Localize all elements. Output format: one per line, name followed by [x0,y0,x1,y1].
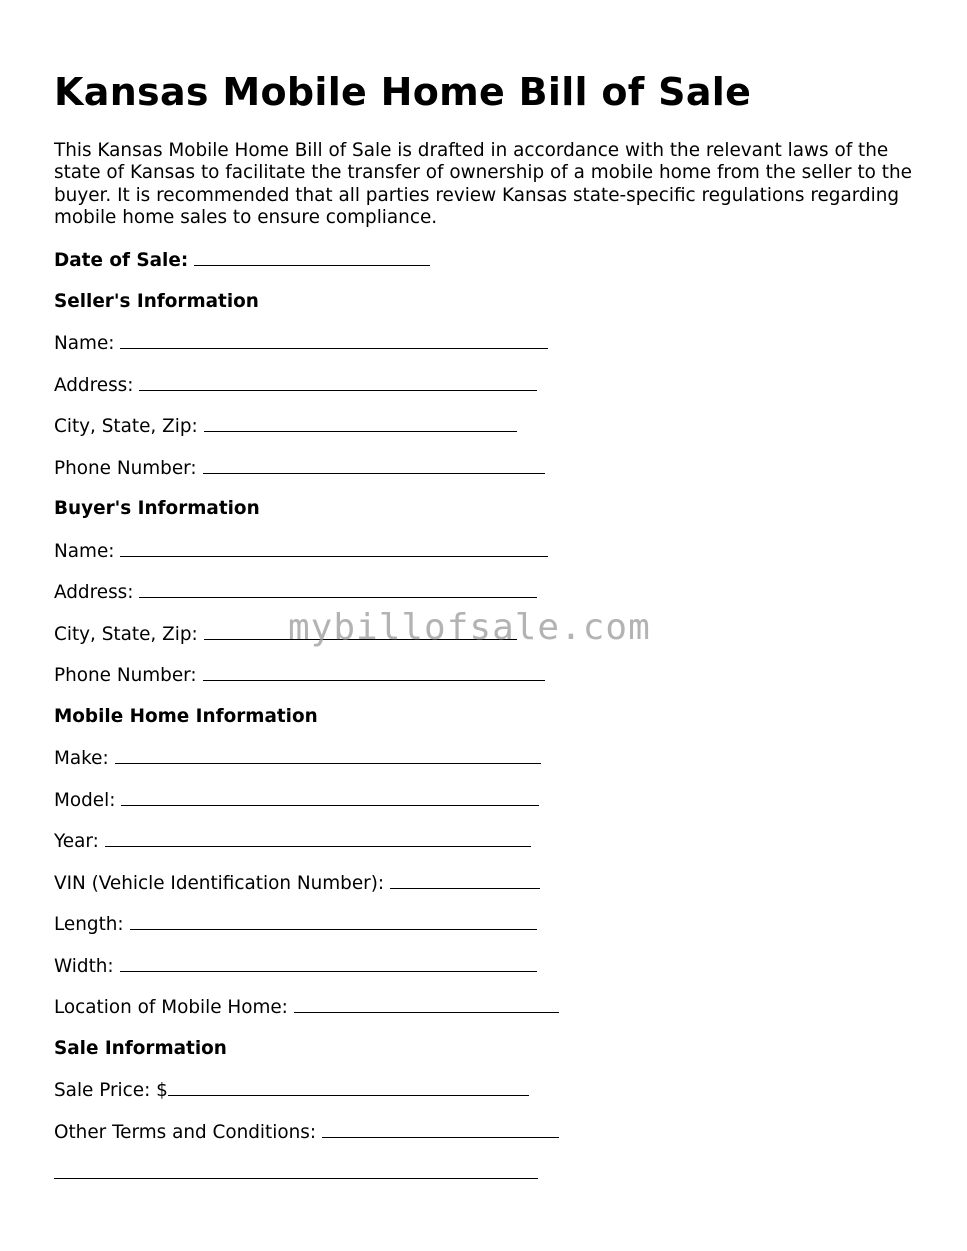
model-row [54,788,539,813]
terms-field[interactable] [322,1120,559,1138]
seller-phone-label: Phone Number: [54,458,197,479]
model-label: Model: [54,790,116,811]
mobile-home-heading: Mobile Home Information [54,706,318,727]
location-row [54,995,559,1020]
length-label: Length: [54,914,124,935]
buyer-address-label: Address: [54,582,134,603]
watermark: mybillofsale.com [288,607,651,648]
model-field[interactable] [121,788,539,806]
seller-city-field[interactable] [204,414,517,432]
year-field[interactable] [105,829,531,847]
length-field[interactable] [130,912,537,930]
make-field[interactable] [115,746,541,764]
width-row [54,954,537,979]
width-field[interactable] [120,954,537,972]
make-label: Make: [54,748,109,769]
buyer-name-row [54,539,548,564]
make-row [54,746,541,771]
buyer-phone-field[interactable] [203,663,545,681]
buyer-phone-label: Phone Number: [54,665,197,686]
seller-heading: Seller's Information [54,291,259,312]
buyer-heading: Buyer's Information [54,498,260,519]
seller-phone-row [54,456,545,481]
date-of-sale-field[interactable] [194,248,430,266]
vin-row [54,871,540,896]
buyer-phone-row [54,663,545,688]
seller-name-field[interactable] [120,331,548,349]
seller-name-label: Name: [54,333,115,354]
seller-address-field[interactable] [139,373,537,391]
seller-address-label: Address: [54,375,134,396]
sale-price-field[interactable] [168,1078,529,1096]
seller-phone-field[interactable] [203,456,545,474]
date-of-sale-label: Date of Sale: [54,250,189,271]
sale-heading: Sale Information [54,1038,227,1059]
buyer-address-row [54,580,537,605]
document-title: Kansas Mobile Home Bill of Sale [54,70,752,114]
date-of-sale-row [54,248,430,273]
vin-label: VIN (Vehicle Identification Number): [54,873,385,894]
width-label: Width: [54,956,114,977]
length-row [54,912,537,937]
year-row [54,829,531,854]
sale-price-label: Sale Price: $ [54,1080,168,1101]
buyer-city-label: City, State, Zip: [54,624,198,645]
buyer-name-label: Name: [54,541,115,562]
location-field[interactable] [294,995,559,1013]
seller-address-row [54,373,537,398]
sale-price-row [54,1078,529,1103]
terms-row [54,1120,559,1145]
vin-field[interactable] [390,871,540,889]
year-label: Year: [54,831,99,852]
location-label: Location of Mobile Home: [54,997,288,1018]
intro-paragraph: This Kansas Mobile Home Bill of Sale is drafted in accordance with the relevant laws of the state of Kansas to facilitate the transfer of ownership of a mobile home from the seller to the buyer. It is recommended that all parties review Kansas state-specific regulations regarding mobile home sales to ensure compliance. [54,140,912,229]
buyer-name-field[interactable] [120,539,548,557]
terms-continuation-field[interactable] [54,1161,538,1179]
terms-label: Other Terms and Conditions: [54,1122,317,1143]
seller-city-row [54,414,517,439]
buyer-address-field[interactable] [139,580,537,598]
seller-name-row [54,331,548,356]
terms-continuation-row [54,1161,538,1186]
seller-city-label: City, State, Zip: [54,416,198,437]
